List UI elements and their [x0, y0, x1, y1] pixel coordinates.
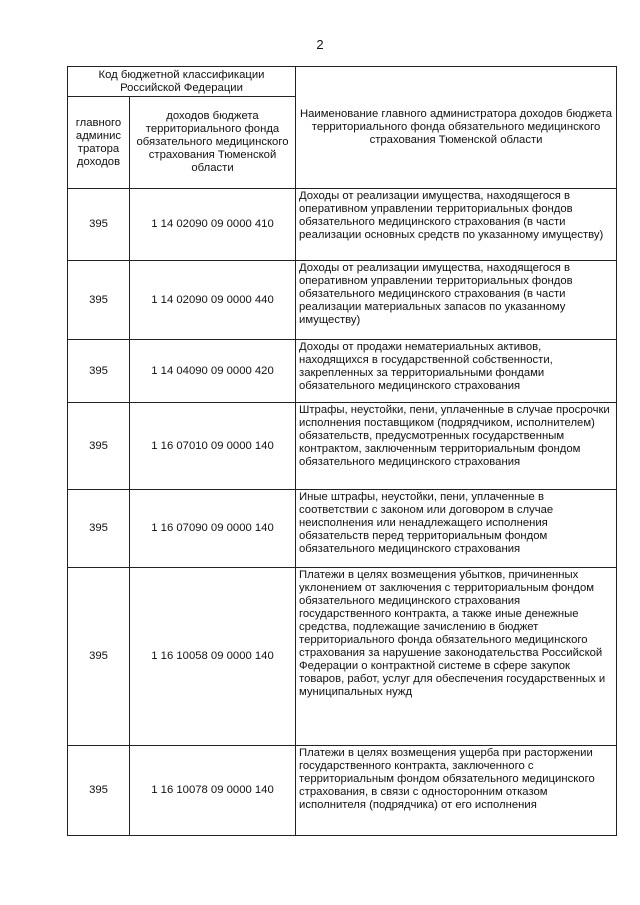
- row-code: 1 14 02090 09 0000 410: [130, 189, 296, 261]
- header-group: Код бюджетной классификации Российской Федерации: [68, 67, 296, 97]
- row-admin: 395: [68, 340, 130, 403]
- row-name: Доходы от реализации имущества, находящегося в оперативном управлении территориальных фондов обязательного медицинского страхования (в части реализации основных средств по указанному имуществу): [296, 189, 617, 261]
- row-code: 1 14 02090 09 0000 440: [130, 261, 296, 340]
- row-admin: 395: [68, 746, 130, 836]
- table-row: [68, 261, 617, 340]
- table-row: [68, 189, 617, 261]
- header-admin: главного админис тратора доходов: [68, 97, 130, 189]
- row-name: Иные штрафы, неустойки, пени, уплаченные в соответствии с законом или договором в случае неисполнения или ненадлежащего исполнения обязательств перед территориальным фондом обязательного медицинского страхования: [296, 490, 617, 568]
- row-name: Платежи в целях возмещения ущерба при расторжении государственного контракта, заключенного с территориальным фондом обязательного медицинского страхования, в связи с односторонним отказом исполнителя (подрядчика) от его исполнения: [296, 746, 617, 836]
- header-code: доходов бюджета территориального фонда обязательного медицинского страхования Тюменской области: [130, 97, 296, 189]
- row-code: 1 16 07010 09 0000 140: [130, 403, 296, 490]
- row-code: 1 16 10078 09 0000 140: [130, 746, 296, 836]
- row-name: Доходы от реализации имущества, находящегося в оперативном управлении территориальных фондов обязательного медицинского страхования (в части реализации материальных запасов по указанному имуществу): [296, 261, 617, 340]
- row-admin: 395: [68, 403, 130, 490]
- row-admin: 395: [68, 261, 130, 340]
- row-code: 1 16 10058 09 0000 140: [130, 568, 296, 746]
- row-code: 1 14 04090 09 0000 420: [130, 340, 296, 403]
- row-code: 1 16 07090 09 0000 140: [130, 490, 296, 568]
- table-row: [68, 568, 617, 746]
- page-number: 2: [316, 37, 324, 52]
- row-name: Доходы от продажи нематериальных активов, находящихся в государственной собственности, закрепленных за территориальными фондами обязательного медицинского страхования: [296, 340, 617, 403]
- table-row: [68, 403, 617, 490]
- row-admin: 395: [68, 490, 130, 568]
- table-row: [68, 340, 617, 403]
- budget-classification-table: [67, 66, 617, 836]
- row-admin: 395: [68, 189, 130, 261]
- row-name: Платежи в целях возмещения убытков, причиненных уклонением от заключения с территориальным фондом обязательного медицинского страхования государственного контракта, а также иные денежные средства, подлежащие зачислению в бюджет территориального фонда обязательного медицинского страхования за нарушение законодательства Российской Федерации о контрактной системе в сфере закупок товаров, работ, услуг для обеспечения государственных и муниципальных нужд: [296, 568, 617, 746]
- table-row: [68, 490, 617, 568]
- row-admin: 395: [68, 568, 130, 746]
- header-name: Наименование главного администратора доходов бюджета территориального фонда обязательного медицинского страхования Тюменской области: [296, 67, 617, 189]
- row-name: Штрафы, неустойки, пени, уплаченные в случае просрочки исполнения поставщиком (подрядчиком, исполнителем) обязательств, предусмотренных государственным контрактом, заключенным территориальным фондом обязательного медицинского страхования: [296, 403, 617, 490]
- table-row: [68, 746, 617, 836]
